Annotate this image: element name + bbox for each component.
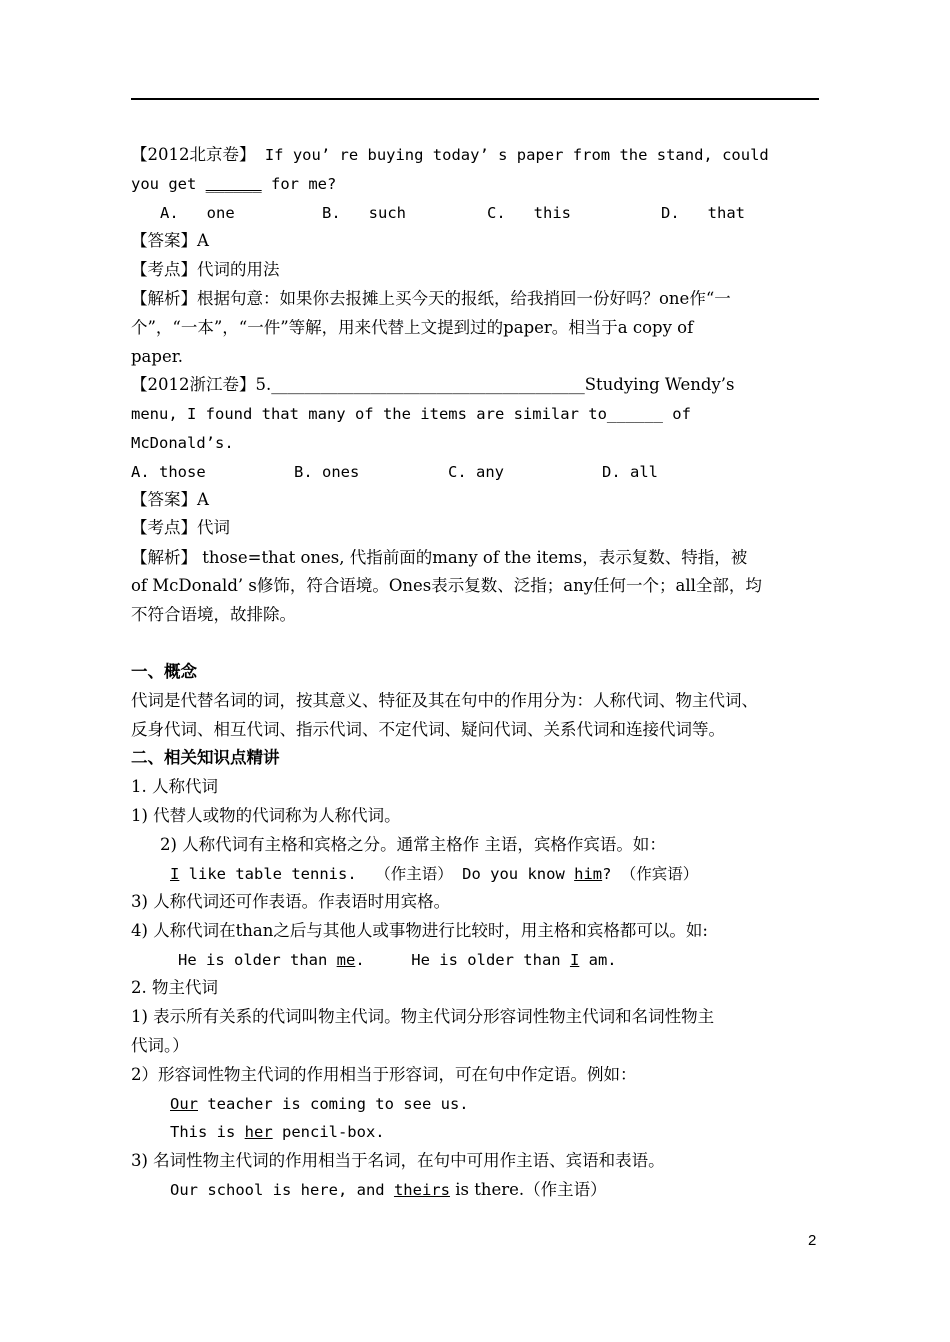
example-5 — [170, 1180, 607, 1200]
q1-line2-b: for me? — [261, 175, 337, 193]
ex1-text-1: like table tennis. （作主语） Do you know — [179, 865, 575, 883]
q1-analysis-3: paper. — [131, 347, 184, 366]
s1-p1: 1) 代替人或物的代词称为人称代词。 — [131, 806, 401, 825]
ex2-word-i: I — [569, 951, 580, 969]
s1-p2: 2) 人称代词有主格和宾格之分。通常主格作 主语，宾格作宾语。如： — [160, 835, 666, 854]
q1-line2 — [131, 174, 336, 194]
q2-point: 【考点】代词 — [131, 518, 230, 537]
ex1-word-him: him — [574, 865, 603, 883]
q1-point: 【考点】代词的用法 — [131, 260, 280, 279]
q2-line1: 【2012浙江卷】5.______________________________________Studying Wendy’s — [131, 375, 735, 394]
q1-tag: 【2012北京卷】 — [131, 145, 256, 164]
q2-option-a: A. those — [131, 463, 206, 481]
q2-line2: menu, I found that many of the items are similar to______ of — [131, 405, 691, 423]
q2-option-b: B. ones — [294, 463, 360, 481]
s1-title: 1. 人称代词 — [131, 777, 218, 796]
q1-line1 — [131, 145, 769, 165]
ex2-text-1: He is older than — [178, 951, 337, 969]
ex1-word-i: I — [170, 865, 180, 883]
q1-option-b: B. such — [322, 204, 406, 222]
ex3-word-our: Our — [170, 1095, 198, 1113]
q1-answer: 【答案】A — [131, 231, 209, 250]
q1-option-a: A. one — [160, 204, 235, 222]
q2-analysis-3: 不符合语境，故排除。 — [131, 605, 296, 624]
s1-p4: 4) 人称代词在than之后与其他人或事物进行比较时，用主格和宾格都可以。如: — [131, 921, 708, 940]
s2-p1a: 1) 表示所有关系的代词叫物主代词。物主代词分形容词性物主代词和名词性物主 — [131, 1007, 715, 1026]
s2-p1b: 代词。） — [131, 1036, 189, 1055]
ex4-word-her: her — [244, 1123, 273, 1141]
ex5-text-1: Our school is here, and — [170, 1181, 394, 1199]
ex3-text-1: teacher is coming to see us. — [198, 1095, 469, 1113]
s2-title: 2. 物主代词 — [131, 978, 218, 997]
q2-option-d: D. all — [602, 463, 658, 481]
q1-line2-a: you get — [131, 175, 206, 193]
ex5-text-2: is there.（作主语） — [449, 1180, 607, 1199]
q1-analysis-1: 【解析】根据句意：如果你去报摊上买今天的报纸，给我捎回一份好吗？one作“一 — [131, 289, 731, 308]
ex2-word-me: me — [336, 951, 356, 969]
q1-option-d: D. that — [661, 204, 745, 222]
ex4-text-1: This is — [170, 1123, 245, 1141]
q1-option-c: C. this — [487, 204, 571, 222]
q1-text: If you’ re buying today’ s paper from the stand, could — [255, 146, 769, 164]
section1-title: 一、概念 — [131, 662, 197, 681]
ex4-text-2: pencil-box. — [272, 1123, 385, 1141]
section2-title: 二、相关知识点精讲 — [131, 748, 280, 767]
example-4 — [170, 1122, 385, 1142]
q1-blank: ______ — [205, 175, 262, 193]
example-3 — [170, 1094, 469, 1114]
q2-option-c: C. any — [448, 463, 504, 481]
q2-analysis-2: of McDonald’ s修饰，符合语境。Ones表示复数、泛指；any任何一个；all全部，均 — [131, 576, 762, 595]
section1-p1: 代词是代替名词的词，按其意义、特征及其在句中的作用分为：人称代词、物主代词、 — [131, 691, 758, 710]
q1-analysis-2: 个”，“一本”，“一件”等解，用来代替上文提到过的paper。相当于a copy of — [131, 318, 694, 337]
ex5-word-theirs: theirs — [393, 1181, 450, 1199]
example-2 — [178, 950, 617, 970]
q2-answer: 【答案】A — [131, 490, 209, 509]
s2-p2: 2）形容词性物主代词的作用相当于形容词，可在句中作定语。例如： — [131, 1065, 637, 1084]
q2-options — [131, 462, 658, 482]
section1-p2: 反身代词、相互代词、指示代词、不定代词、疑问代词、关系代词和连接代词等。 — [131, 720, 725, 739]
q1-options — [160, 203, 745, 223]
ex2-text-3: am. — [579, 951, 617, 969]
q2-line3: McDonald’s. — [131, 434, 234, 452]
ex2-text-2: . He is older than — [355, 951, 570, 969]
ex1-text-2: ? （作宾语） — [602, 865, 699, 883]
s1-p3: 3) 人称代词还可作表语。作表语时用宾格。 — [131, 892, 451, 911]
header-rule — [131, 98, 819, 100]
page-number: 2 — [808, 1232, 817, 1249]
q2-analysis-1: 【解析】 those=that ones, 代指前面的many of the items，表示复数、特指，被 — [131, 548, 748, 567]
example-1 — [170, 864, 698, 884]
s2-p3: 3) 名词性物主代词的作用相当于名词，在句中可用作主语、宾语和表语。 — [131, 1151, 665, 1170]
